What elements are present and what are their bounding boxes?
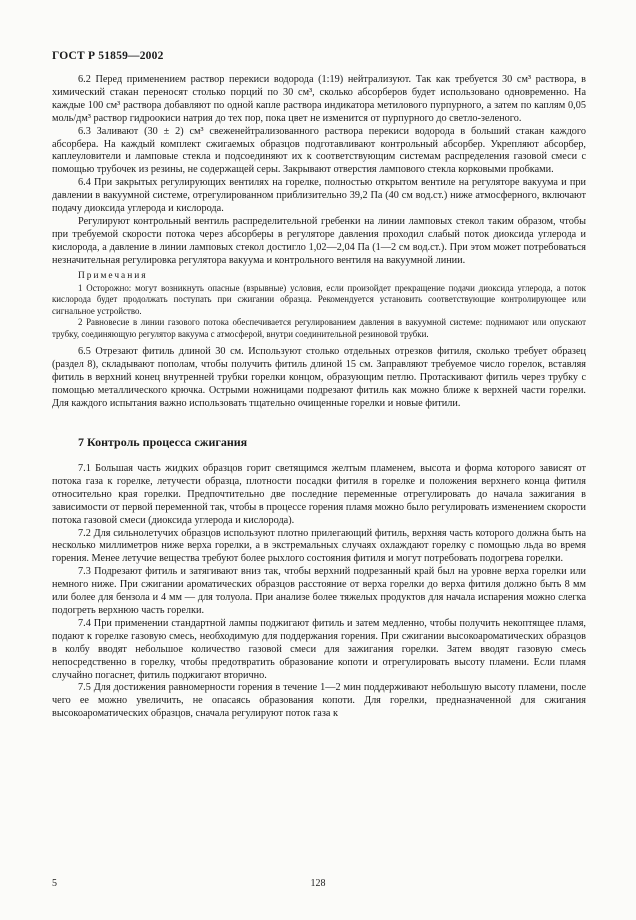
document-body xyxy=(52,74,586,721)
paragraph-6-4-cont: Регулируют контрольный вентиль распределительной гребенки на линии ламповых стекол таким образом, чтобы при требуемой скорости потока через абсорберы в регуляторе давления проходил слабый поток диоксида углерода и кислорода, а давление в линии ламповых стекол достигло 1,02—2,04 Па (1—2 см вод.ст.). При этом может потребоваться незначительная регулировка регулятора вакуума и контрольного вентиля на вакуумной линии. xyxy=(52,215,586,266)
paragraph-7-3: 7.3 Подрезают фитиль и затягивают вниз так, чтобы верхний подрезанный край был на уровне верха горелки или немного ниже. При сжигании ароматических образцов расстояние от верха горелки до верха фитиля должно быть 8 мм или более для бензола и 4 мм — для толуола. При анализе более тяжелых продуктов для начала испарения можно слегка подогреть верхнюю часть горелки. xyxy=(52,566,586,616)
paragraph-6-5: 6.5 Отрезают фитиль длиной 30 см. Используют столько отдельных отрезков фитиля, сколько требует образец (раздел 8), складывают пополам, чтобы получить фитиль длиной 15 см. Заправляют требуемое число горелок, вставляя фитиль в верхний конец внутренней трубки горелки концом, образующим петлю. Протаскивают фитиль через трубку с помощью металлического крючка. Острыми ножницами подрезают фитиль как можно ближе к верхней части горелки. Для каждого испытания важно использовать тщательно очищенные горелки и новые фитили. xyxy=(52,346,586,410)
page-number: 128 xyxy=(310,878,326,889)
paragraph-6-4: 6.4 При закрытых регулирующих вентилях на горелке, полностью открытом вентиле на регуляторе вакуума и при давлении в вакуумной системе, отрегулированном приблизительно 39,2 Па (40 см вод.ст.) ниже атмосферного, включают подачу диоксида углерода и кислорода. xyxy=(52,177,586,215)
footer-left-number: 5 xyxy=(52,878,57,889)
paragraph-7-2: 7.2 Для сильнолетучих образцов используют плотно прилегающий фитиль, верхняя часть которого должна быть на несколько миллиметров ниже верха горелки, а в экстремальных случаях охлаждают горелку с помощью льда во время горения. Менее летучие вещества требуют более рыхлого состояния фитиля и могут потребовать подогрева горелки. xyxy=(52,527,586,565)
note-1: 1 Осторожно: могут возникнуть опасные (взрывные) условия, если произойдет прекращение подачи диоксида углерода, а поток кислорода будет продолжать поступать при сжигании образца. Рекомендуется установить соответствующие контролирующее или сигнальное устройство. xyxy=(52,282,586,316)
notes-title: Примечания xyxy=(78,270,148,281)
paragraph-7-5: 7.5 Для достижения равномерности горения в течение 1—2 мин поддерживают небольшую высоту пламени, после чего ее можно увеличить, не опасаясь образования копоти. Для горелки, предназначенной для сжигания высокоароматических образцов, сначала регулируют поток газа к xyxy=(52,682,586,720)
document-header: ГОСТ Р 51859—2002 xyxy=(52,50,164,62)
paragraph-7-4: 7.4 При применении стандартной лампы поджигают фитиль и затем медленно, чтобы получить некоптящее пламя, подают к горелке газовую смесь, необходимую для поддержания горения. При сжигании высокоароматических образцов в колбу вводят небольшое количество газовой смеси для зажигания горелки. Затем вводят газовую смесь непосредственно в горелку, чтобы предотвратить образование копоти и отрегулировать высоту пламени. Если пламя случайно погаснет, фитиль поджигают вторично. xyxy=(52,617,586,681)
note-2: 2 Равновесие в линии газового потока обеспечивается регулированием давления в вакуумной системе: поднимают или опускают трубку, соединяющую регулятор вакуума с атмосферой, внутри соединительной резиновой трубки. xyxy=(52,317,586,339)
paragraph-7-1: 7.1 Большая часть жидких образцов горит светящимся желтым пламенем, высота и форма которого зависят от потока газа к горелке, летучести образца, плотности посадки фитиля в горелке и положения верхнего конца фитиля относительно края горелки. Предпочтительно две последние переменные отрегулировать до начала зажигания в зависимости от первой переменной так, чтобы в процессе горения пламя можно было регулировать изменением скорости потока газовой смеси (диоксида углерода и кислорода). xyxy=(52,463,586,526)
paragraph-6-3: 6.3 Заливают (30 ± 2) см³ свеженейтрализованного раствора перекиси водорода в больший стакан каждого абсорбера. На каждый комплект сжигаемых образцов подготавливают контрольный абсорбер. Укрепляют абсорбер, каплеуловители и ламповые стекла и подсоединяют их к соответствующим системам распределения газовой смеси с помощью трубочек из резины, не содержащей серы. Закрывают отверстия лампового стекла корковыми пробками. xyxy=(52,125,586,176)
paragraph-6-2: 6.2 Перед применением раствор перекиси водорода (1:19) нейтрализуют. Так как требуется 30 см³ раствора, в химический стакан переносят столько порций по 30 см³, сколько абсорберов будет использовано одновременно. На каждые 100 см³ раствора добавляют по одной капле раствора индикатора метилового пурпурного, а затем по каплям 0,05 моль/дм³ раствор гидроокиси натрия до тех пор, пока цвет не изменится от пурпурного до светло-зеленого. xyxy=(52,74,586,124)
section-7-title: 7 Контроль процесса сжигания xyxy=(78,435,248,449)
